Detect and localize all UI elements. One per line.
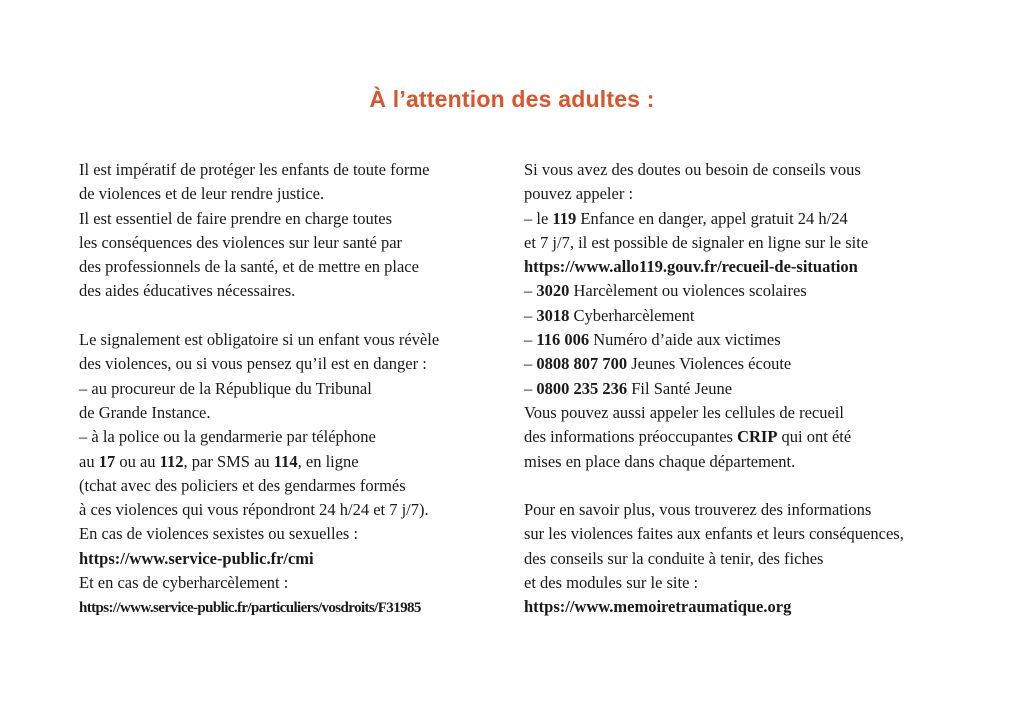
crip-acronym: CRIP — [737, 427, 778, 447]
helpline-item — [524, 304, 964, 328]
text-line: des conseils sur la conduite à tenir, des fiches — [524, 548, 824, 568]
phone-number: 116 006 — [536, 330, 590, 350]
phone-number: 3018 — [536, 305, 570, 325]
text-line: Pour en savoir plus, vous trouverez des informations — [524, 500, 872, 520]
text-line: Il est essentiel de faire prendre en charge toutes — [79, 208, 393, 228]
police-numbers-line — [79, 450, 509, 474]
text-fragment: Enfance en danger, appel gratuit 24 h/24 — [576, 208, 848, 228]
dash: – — [524, 378, 537, 398]
page-title: À l’attention des adultes : — [369, 86, 655, 112]
text-line: Le signalement est obligatoire si un enfant vous révèle — [79, 330, 440, 350]
text-fragment: – le — [524, 208, 553, 228]
helpline-item — [524, 279, 964, 303]
phone-number: 0808 807 700 — [536, 354, 628, 374]
text-line: mises en place dans chaque département. — [524, 451, 796, 471]
text-line: (tchat avec des policiers et des gendarmes formés — [79, 475, 406, 495]
text-line: les conséquences des violences sur leur santé par — [79, 232, 403, 252]
helpline-description: Fil Santé Jeune — [627, 378, 733, 398]
text-line: Et en cas de cyberharcèlement : — [79, 573, 289, 593]
dash: – — [524, 305, 537, 325]
helpline-description: Jeunes Violences écoute — [627, 354, 792, 374]
dash: – — [524, 281, 537, 301]
helpline-description: Numéro d’aide aux victimes — [589, 330, 781, 350]
text-line: – au procureur de la République du Tribunal — [79, 378, 372, 398]
intro-paragraph — [79, 158, 509, 304]
paragraph-gap — [79, 304, 509, 328]
text-line: Il est impératif de protéger les enfants de toute forme — [79, 160, 430, 179]
left-column — [79, 158, 509, 621]
phone-number-112: 112 — [159, 451, 184, 471]
text-line: Vous pouvez aussi appeler les cellules de recueil — [524, 402, 844, 422]
text-line: des professionnels de la santé, et de mettre en place — [79, 257, 419, 277]
paragraph-gap — [524, 474, 964, 498]
dash: – — [524, 330, 537, 350]
text-line: Si vous avez des doutes ou besoin de conseils vous — [524, 160, 861, 179]
right-column — [524, 158, 964, 620]
helpline-description: Cyberharcèlement — [569, 305, 695, 325]
text-fragment: au — [79, 451, 99, 471]
text-line: et des modules sur le site : — [524, 573, 699, 593]
text-fragment: qui ont été — [777, 427, 852, 447]
text-line: et 7 j/7, il est possible de signaler en ligne sur le site — [524, 232, 869, 252]
helpline-description: Harcèlement ou violences scolaires — [569, 281, 807, 301]
url-link-memoiretraumatique[interactable]: https://www.memoiretraumatique.org — [524, 597, 792, 617]
phone-number: 0800 235 236 — [536, 378, 628, 398]
phone-number-119: 119 — [552, 208, 577, 228]
text-line: sur les violences faites aux enfants et leurs conséquences, — [524, 524, 904, 544]
helpline-item — [524, 377, 964, 401]
text-fragment: des informations préoccupantes — [524, 427, 738, 447]
text-line: des aides éducatives nécessaires. — [79, 281, 296, 301]
crip-line — [524, 425, 964, 449]
reporting-paragraph — [79, 328, 509, 621]
phone-number-17: 17 — [98, 451, 116, 471]
text-line: pouvez appeler : — [524, 184, 634, 204]
text-fragment: ou au — [115, 451, 160, 471]
sms-number-114: 114 — [273, 451, 298, 471]
text-line: de Grande Instance. — [79, 402, 211, 422]
text-line: des violences, ou si vous pensez qu’il est en danger : — [79, 354, 427, 374]
text-line: de violences et de leur rendre justice. — [79, 184, 325, 204]
text-line: – à la police ou la gendarmerie par téléphone — [79, 427, 376, 447]
url-link-allo119[interactable]: https://www.allo119.gouv.fr/recueil-de-situation — [524, 257, 858, 277]
text-fragment: , en ligne — [297, 451, 359, 471]
helpline-item — [524, 352, 964, 376]
url-link-vosdroits[interactable]: https://www.service-public.fr/particuliers/vosdroits/F31985 — [79, 600, 421, 617]
helpline-item — [524, 328, 964, 352]
phone-number: 3020 — [536, 281, 570, 301]
url-link-cmi[interactable]: https://www.service-public.fr/cmi — [79, 548, 314, 568]
text-line: à ces violences qui vous répondront 24 h/24 et 7 j/7). — [79, 500, 429, 520]
dash: – — [524, 354, 537, 374]
text-line: En cas de violences sexistes ou sexuelles : — [79, 524, 359, 544]
helpline-119 — [524, 207, 964, 231]
text-fragment: , par SMS au — [183, 451, 274, 471]
